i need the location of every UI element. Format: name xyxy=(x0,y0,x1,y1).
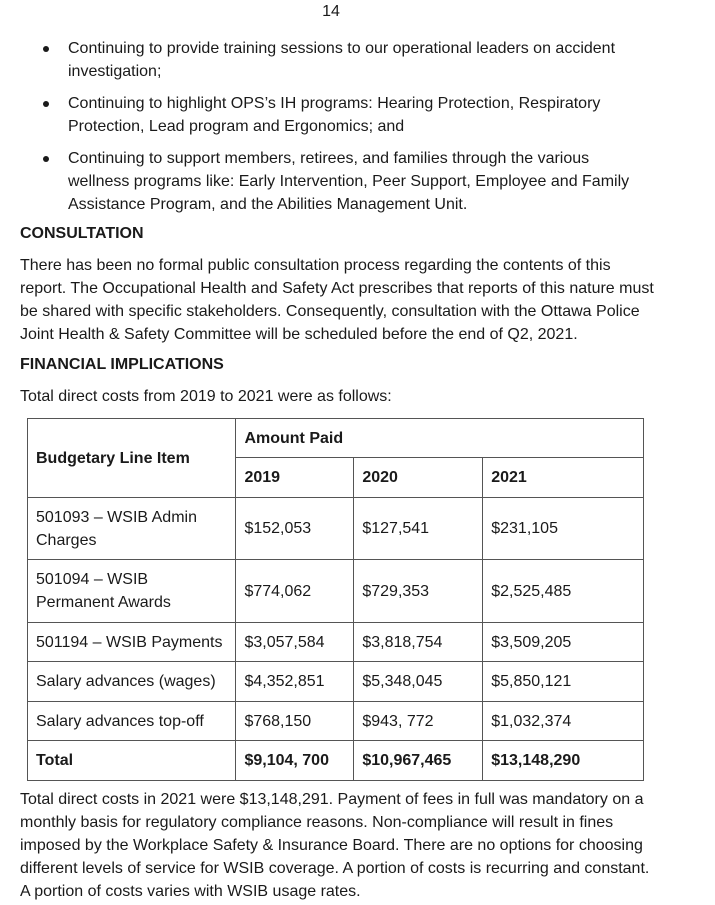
consultation-text: There has been no formal public consultation process regarding the contents of this report. The Occupational Health and Safety Act prescribes that reports of this nature must be shared with specific stakeholders. Consequently, consultation with the Ottawa Police Joint Health & Safety Committee will be scheduled before the end of Q2, 2021. xyxy=(20,257,654,343)
row-label: 501094 – WSIB Permanent Awards xyxy=(28,560,236,623)
cell-value: $774,062 xyxy=(236,560,354,623)
bullet-icon xyxy=(43,101,49,107)
column-header-year: 2020 xyxy=(354,458,483,498)
table-row xyxy=(28,662,644,702)
bullet-list xyxy=(20,37,650,225)
column-header-item: Budgetary Line Item xyxy=(28,419,236,498)
bullet-icon xyxy=(43,46,49,52)
row-label: Salary advances top-off xyxy=(28,702,236,741)
total-value: $13,148,290 xyxy=(483,741,644,781)
costs-table xyxy=(27,418,644,781)
table-row xyxy=(28,560,644,623)
column-header-year: 2019 xyxy=(236,458,354,498)
cell-value: $3,509,205 xyxy=(483,623,644,662)
list-item xyxy=(20,147,650,216)
row-label: Salary advances (wages) xyxy=(28,662,236,702)
list-item xyxy=(20,92,650,138)
cell-value: $729,353 xyxy=(354,560,483,623)
row-label: 501093 – WSIB Admin Charges xyxy=(28,498,236,560)
row-label: 501194 – WSIB Payments xyxy=(28,623,236,662)
total-label: Total xyxy=(28,741,236,781)
cell-value: $1,032,374 xyxy=(483,702,644,741)
cell-value: $5,850,121 xyxy=(483,662,644,702)
cell-value: $768,150 xyxy=(236,702,354,741)
table-row xyxy=(28,623,644,662)
list-item xyxy=(20,37,650,83)
cell-value: $4,352,851 xyxy=(236,662,354,702)
cell-value: $943, 772 xyxy=(354,702,483,741)
column-header-amount: Amount Paid xyxy=(236,419,644,458)
cell-value: $2,525,485 xyxy=(483,560,644,623)
cell-value: $3,818,754 xyxy=(354,623,483,662)
financial-heading: FINANCIAL IMPLICATIONS xyxy=(20,356,224,373)
bullet-icon xyxy=(43,156,49,162)
cell-value: $152,053 xyxy=(236,498,354,560)
consultation-heading: CONSULTATION xyxy=(20,225,144,242)
financial-closing: Total direct costs in 2021 were $13,148,291. Payment of fees in full was mandatory on a monthly basis for regulatory compliance reasons. Non-compliance will result in fines imposed by the Workplace Safety & Insurance Board. There are no options for choosing different levels of service for WSIB coverage. A portion of costs is recurring and constant. A portion of costs varies with WSIB usage rates. xyxy=(20,791,650,900)
bullet-text: Continuing to highlight OPS’s IH programs: Hearing Protection, Respiratory Protection, Lead program and Ergonomics; and xyxy=(68,95,601,135)
cell-value: $231,105 xyxy=(483,498,644,560)
cell-value: $127,541 xyxy=(354,498,483,560)
page-number: 14 xyxy=(322,3,340,20)
cell-value: $3,057,584 xyxy=(236,623,354,662)
table-total-row xyxy=(28,741,644,781)
bullet-text: Continuing to support members, retirees, and families through the various wellness programs like: Early Intervention, Peer Support, Employee and Family Assistance Program, and the Abilities Management Unit. xyxy=(68,150,630,213)
cell-value: $5,348,045 xyxy=(354,662,483,702)
table-row xyxy=(28,498,644,560)
table-row xyxy=(28,702,644,741)
total-value: $9,104, 700 xyxy=(236,741,354,781)
total-value: $10,967,465 xyxy=(354,741,483,781)
bullet-text: Continuing to provide training sessions to our operational leaders on accident investigation; xyxy=(68,40,616,80)
column-header-year: 2021 xyxy=(483,458,644,498)
table-header-row xyxy=(28,419,644,458)
financial-intro: Total direct costs from 2019 to 2021 were as follows: xyxy=(20,388,392,405)
